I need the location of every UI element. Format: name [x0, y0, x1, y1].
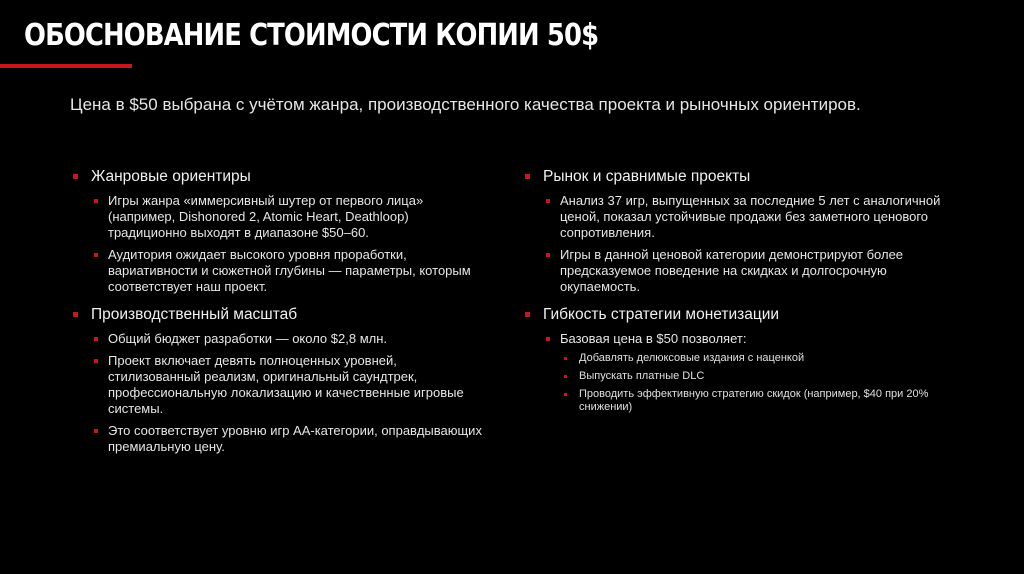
- right-column: [522, 167, 962, 424]
- red-square-bullet-icon: [564, 375, 567, 378]
- sub-bullet-text: Это соответствует уровню игр AA-категории, оправдывающих премиальную цену.: [108, 423, 482, 454]
- sub-bullet: [91, 423, 490, 455]
- red-square-bullet-icon: [564, 393, 567, 396]
- red-square-bullet-icon: [525, 312, 530, 317]
- sub-bullet-text: Базовая цена в $50 позволяет:: [560, 331, 747, 346]
- bullet-market-comparables: [522, 167, 962, 295]
- sub-bullet-text: Анализ 37 игр, выпущенных за последние 5 лет с аналогичной ценой, показал устойчивые продажи без заметного ценового сопротивления.: [560, 193, 941, 240]
- slide-title: ОБОСНОВАНИЕ СТОИМОСТИ КОПИИ 50$: [24, 18, 599, 53]
- sub-bullet: [543, 193, 962, 241]
- red-square-bullet-icon: [94, 253, 98, 257]
- title-underline: [0, 64, 132, 68]
- red-square-bullet-icon: [564, 357, 567, 360]
- bullet-heading: Рынок и сравнимые проекты: [543, 168, 751, 185]
- red-square-bullet-icon: [73, 174, 78, 179]
- red-square-bullet-icon: [546, 199, 550, 203]
- sub-bullet-text: Аудитория ожидает высокого уровня проработки, вариативности и сюжетной глубины — параметры, которым соответствует наш проект.: [108, 247, 471, 294]
- bullet-genre-guidelines: [70, 167, 490, 295]
- sub-sub-bullet-text: Проводить эффективную стратегию скидок (например, $40 при 20% снижении): [579, 388, 929, 413]
- sub-bullet-text: Проект включает девять полноценных уровней, стилизованный реализм, оригинальный саундтрек, профессиональную локализацию и качественные игровые системы.: [108, 353, 464, 416]
- sub-sub-bullet: [560, 388, 962, 414]
- red-square-bullet-icon: [546, 337, 550, 341]
- sub-bullet: [543, 247, 962, 295]
- left-column: [70, 167, 490, 465]
- sub-bullet-text: Игры в данной ценовой категории демонстрируют более предсказуемое поведение на скидках и долгосрочную окупаемость.: [560, 247, 904, 294]
- sub-bullet: [543, 331, 962, 414]
- sub-bullet: [91, 353, 490, 417]
- red-square-bullet-icon: [73, 312, 78, 317]
- sub-bullet-text: Игры жанра «иммерсивный шутер от первого лица» (например, Dishonored 2, Atomic Heart, Deathloop) традиционно выходят в диапазоне $50–60.: [108, 193, 424, 240]
- sub-sub-bullet-text: Выпускать платные DLC: [579, 370, 705, 382]
- red-square-bullet-icon: [525, 174, 530, 179]
- red-square-bullet-icon: [94, 429, 98, 433]
- bullet-heading: Жанровые ориентиры: [91, 168, 251, 185]
- sub-sub-bullet: [560, 352, 962, 365]
- bullet-production-scale: [70, 305, 490, 455]
- red-square-bullet-icon: [546, 253, 550, 257]
- bullet-heading: Гибкость стратегии монетизации: [543, 306, 780, 323]
- bullet-monetization-flexibility: [522, 305, 962, 414]
- sub-bullet-text: Общий бюджет разработки — около $2,8 млн.: [108, 331, 388, 346]
- bullet-heading: Производственный масштаб: [91, 306, 298, 323]
- sub-sub-bullet-text: Добавлять делюксовые издания с наценкой: [579, 352, 805, 364]
- sub-bullet: [91, 247, 490, 295]
- red-square-bullet-icon: [94, 359, 98, 363]
- red-square-bullet-icon: [94, 337, 98, 341]
- intro-text: Цена в $50 выбрана с учётом жанра, производственного качества проекта и рыночных ориентиров.: [70, 95, 861, 114]
- sub-bullet: [91, 193, 490, 241]
- sub-sub-bullet: [560, 370, 962, 383]
- red-square-bullet-icon: [94, 199, 98, 203]
- sub-bullet: [91, 331, 490, 347]
